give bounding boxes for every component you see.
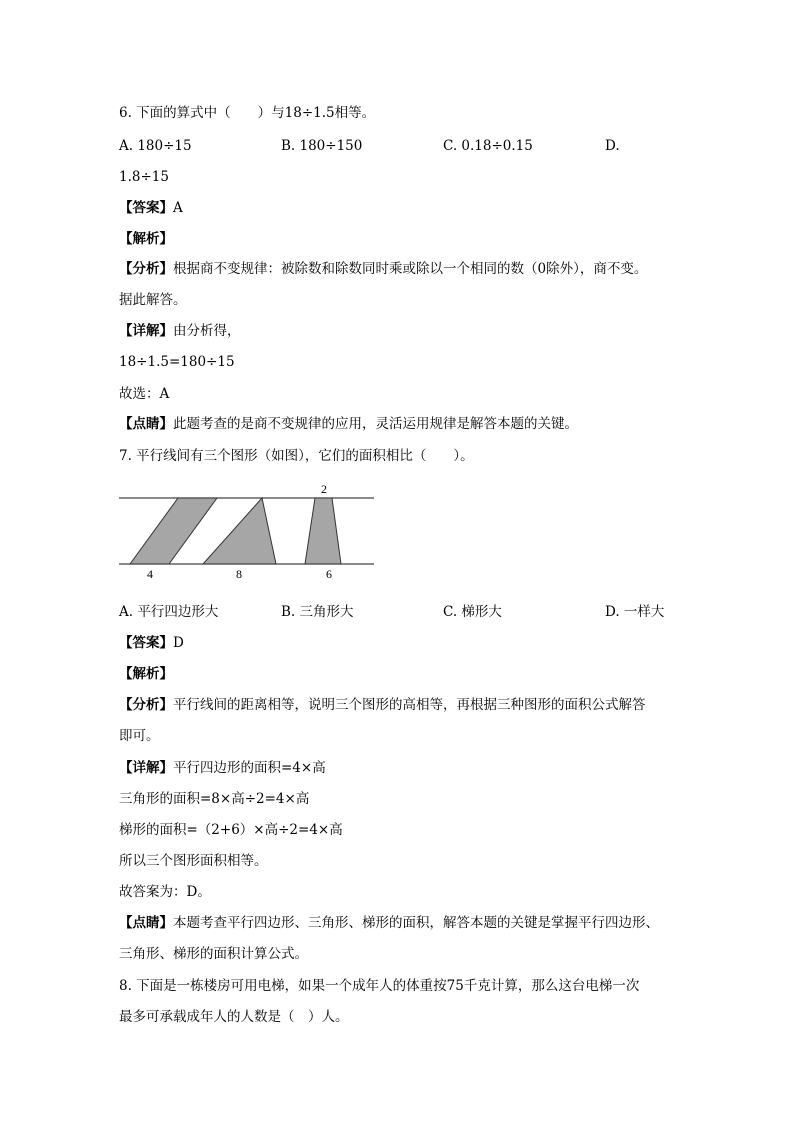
parallel-lines-figure [119,480,379,584]
q7-dianjing [119,914,659,932]
q7-fenxi [119,696,646,714]
answer-tag: 【答案】 [119,200,173,216]
triangle-base-label: 8 [236,567,242,581]
answer-value: D [173,635,184,651]
q6-stem: 6. 下面的算式中（ ）与18÷1.5相等。 [119,105,376,121]
q6-option-a: A. 180÷15 [119,138,192,154]
q8-stem-cont: 最多可承载成年人的人数是（ ）人。 [119,1009,349,1025]
q6-analysis-tag [119,230,173,248]
fenxi-tag: 【分析】 [119,697,173,713]
q7-option-d: D. 一样大 [605,604,665,620]
fenxi-text: 平行线间的距离相等，说明三个图形的高相等，再根据三种图形的面积公式解答 [173,697,646,713]
xiangjie-tag: 【详解】 [119,323,173,339]
q8-stem: 8. 下面是一栋楼房可用电梯，如果一个成年人的体重按75千克计算，那么这台电梯一次 [119,978,640,994]
q7-trapezoid-area: 梯形的面积=（2+6）×高÷2=4×高 [119,822,343,838]
q6-fenxi [119,260,647,278]
q6-option-b: B. 180÷150 [281,138,363,154]
q6-answer [119,199,183,217]
xiangjie-text: 平行四边形的面积=4×高 [173,760,326,776]
q7-fenxi-cont: 即可。 [119,728,160,744]
q7-equal-statement: 所以三个图形面积相等。 [119,853,268,869]
trapezoid-shape [305,498,341,564]
answer-value: A [173,200,183,216]
q6-conclusion: 故选：A [119,386,170,402]
q7-answer [119,634,184,652]
parallelogram-base-label: 4 [147,567,153,581]
q7-option-c: C. 梯形大 [443,604,502,620]
parallelogram-shape [130,498,217,564]
q6-xiangjie [119,322,241,340]
q6-option-d: D. [605,138,620,154]
dianjing-tag: 【点睛】 [119,416,173,432]
q7-option-b: B. 三角形大 [281,604,354,620]
q7-stem: 7. 平行线间有三个图形（如图），它们的面积相比（ ）。 [119,448,474,464]
xiangjie-text: 由分析得， [173,323,241,339]
xiangjie-tag: 【详解】 [119,760,173,776]
dianjing-text: 此题考查的是商不变规律的应用，灵活运用规律是解答本题的关键。 [173,416,578,432]
q6-option-d-cont: 1.8÷15 [119,169,169,185]
q6-fenxi-cont: 据此解答。 [119,292,187,308]
q6-option-c: C. 0.18÷0.15 [443,138,533,154]
answer-tag: 【答案】 [119,635,173,651]
q6-calc: 18÷1.5=180÷15 [119,354,235,370]
dianjing-text: 本题考查平行四边形、三角形、梯形的面积，解答本题的关键是掌握平行四边形、 [173,915,659,931]
fenxi-text: 根据商不变规律：被除数和除数同时乘或除以一个相同的数（0除外），商不变。 [173,261,648,277]
q7-conclusion: 故答案为：D。 [119,884,211,900]
analysis-tag: 【解析】 [119,231,173,247]
q6-dianjing [119,415,578,433]
trapezoid-bottom-label: 6 [326,567,332,581]
q7-option-a: A. 平行四边形大 [119,604,219,620]
analysis-tag: 【解析】 [119,666,173,682]
q7-dianjing-cont: 三角形、梯形的面积计算公式。 [119,946,308,962]
trapezoid-top-label: 2 [321,482,327,496]
q7-xiangjie [119,759,326,777]
q7-triangle-area: 三角形的面积=8×高÷2=4×高 [119,791,310,807]
fenxi-tag: 【分析】 [119,261,173,277]
dianjing-tag: 【点睛】 [119,915,173,931]
triangle-shape [203,498,276,564]
q7-analysis-tag [119,665,173,683]
